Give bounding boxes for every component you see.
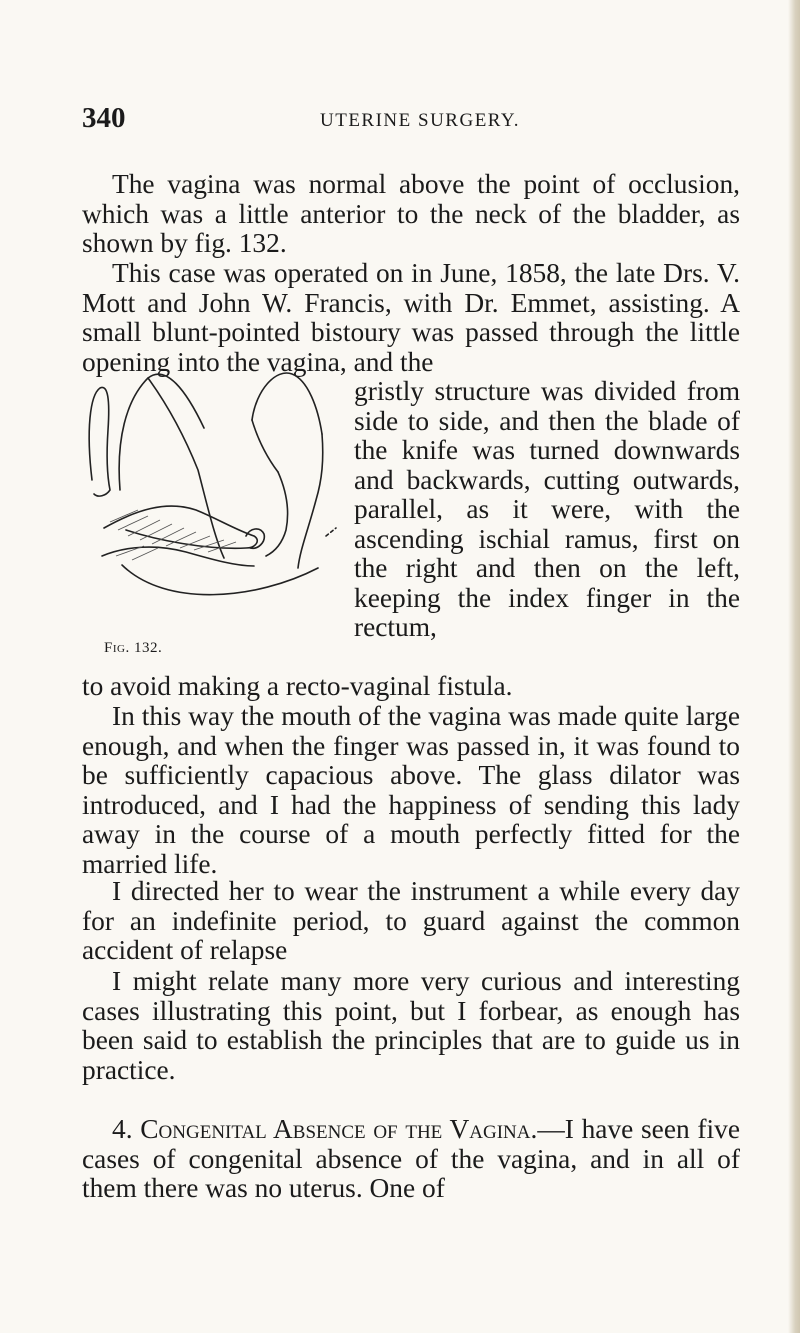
paragraph-further-cases: I might relate many more very curious and interesting cases illustrating this point, but I forbear, as enough has been said to establish the principles that are to guide us in practice. xyxy=(82,966,740,1085)
section-body: —I have seen five cases of congenital absence of the vagina, and in all of them there was no uterus. One of xyxy=(82,1114,740,1203)
paragraph-occlusion: The vagina was normal above the point of occlusion, which was a little anterior to the neck of the bladder, as shown by fig. 132. xyxy=(82,169,740,258)
figure-caption: Fig. 132. xyxy=(104,640,163,656)
running-head: UTERINE SURGERY. xyxy=(320,110,520,131)
paragraph-instrument: I directed her to wear the instrument a while every day for an indefinite period, to guard against the common accident of relapse xyxy=(82,876,740,965)
figure-132 xyxy=(86,360,348,622)
page-edge xyxy=(788,0,800,1333)
page-header xyxy=(82,102,742,142)
section-congenital-absence xyxy=(82,1115,740,1204)
paragraph-operation-side: gristly structure was divided from side to side, and then the blade of the knife was turned downwards and backwards, cutting outwards, parallel, as it were, with the ascending ischial ramus, first on the right and then on the left, keeping the index finger in the rectum, xyxy=(354,376,740,642)
section-number: 4. xyxy=(112,1114,133,1144)
page-number: 340 xyxy=(82,102,126,134)
paragraph-operation-intro: This case was operated on in June, 1858, the late Drs. V. Mott and John W. Francis, with Dr. Emmet, assisting. A small blunt-pointed bistoury was passed through the little opening into the vagina, and the xyxy=(82,258,740,377)
paragraph-outcome: In this way the mouth of the vagina was made quite large enough, and when the finger was passed in, it was found to be sufficiently capacious above. The glass dilator was introduced, and I had the happiness of sending this lady away in the course of a mouth perfectly fitted for the married life. xyxy=(82,701,740,879)
section-heading: Congenital Absence of the Vagina. xyxy=(140,1114,538,1144)
anatomical-figure-illustration xyxy=(86,360,348,622)
paragraph-operation-end: to avoid making a recto-vaginal fistula. xyxy=(82,671,513,701)
